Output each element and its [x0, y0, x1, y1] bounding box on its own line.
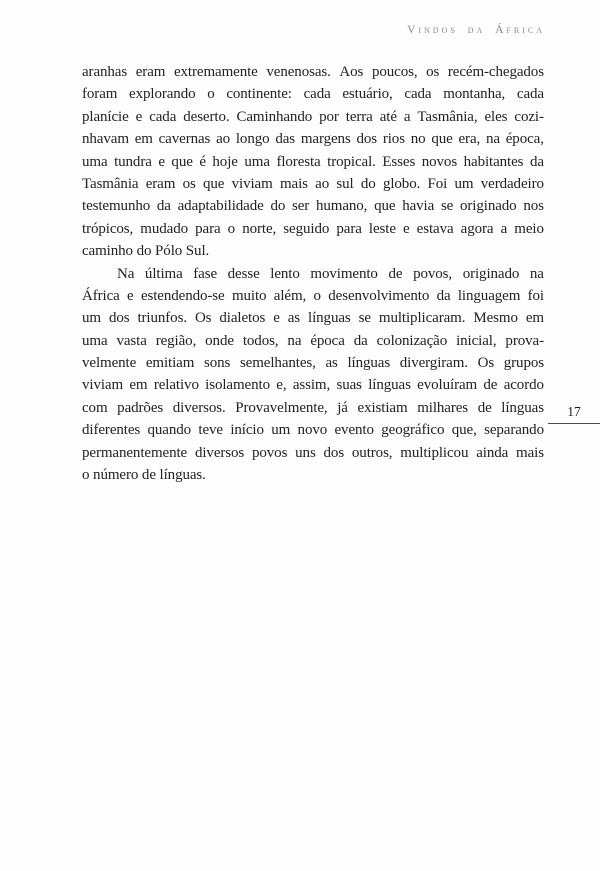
text-line: viviam em relativo isolamento e, assim, suas línguas evoluíram de acordo [82, 377, 544, 394]
text-line: testemunho da adaptabilidade do ser humano, que havia se originado nos [82, 198, 544, 215]
text-line: velmente emitiam sons semelhantes, as línguas divergiram. Os grupos [82, 355, 544, 372]
page-number: 17 [567, 404, 581, 419]
page-number-block [548, 402, 600, 424]
body-text [82, 61, 544, 486]
text-line: permanentemente diversos povos uns dos outros, multiplicou ainda mais [82, 444, 544, 461]
text-line: uma vasta região, onde todos, na época da colonização inicial, prova- [82, 332, 544, 349]
text-line: trópicos, mudado para o norte, seguido para leste e estava agora a meio [82, 220, 544, 237]
text-line: Na última fase desse lento movimento de povos, originado na [117, 265, 544, 282]
text-line: nhavam em cavernas ao longo das margens dos rios no que era, na época, [82, 131, 544, 148]
text-line: África e estendendo-se muito além, o desenvolvimento da linguagem foi [82, 287, 544, 304]
text-line: um dos triunfos. Os dialetos e as línguas se multiplicaram. Mesmo em [82, 310, 544, 327]
text-line: uma tundra e que é hoje uma floresta tropical. Esses novos habitantes da [82, 153, 544, 170]
text-line: caminho do Pólo Sul. [82, 243, 210, 260]
text-line: o número de línguas. [82, 467, 206, 484]
text-line: Tasmânia eram os que viviam mais ao sul do globo. Foi um verdadeiro [82, 175, 544, 192]
text-line: foram explorando o continente: cada estuário, cada montanha, cada [82, 86, 544, 103]
text-line: planície e cada deserto. Caminhando por terra até a Tasmânia, eles cozi- [82, 108, 544, 125]
text-line: aranhas eram extremamente venenosas. Aos poucos, os recém-chegados [82, 64, 544, 80]
text-line: com padrões diversos. Provavelmente, já existiam milhares de línguas [82, 399, 544, 416]
running-header: Vindos da África [407, 24, 545, 36]
text-line: diferentes quando teve início um novo evento geográfico que, separando [82, 422, 544, 439]
